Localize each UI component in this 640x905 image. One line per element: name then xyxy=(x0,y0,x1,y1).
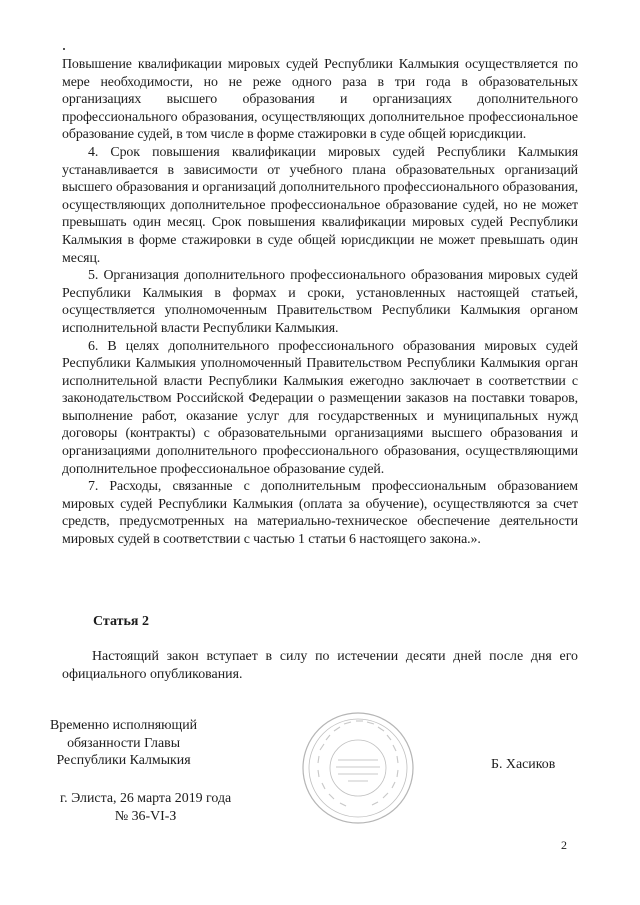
paragraph-4: 4. Срок повышения квалификации мировых судей Республики Калмыкия устанавливается в зависимости от учебного плана образовательных организаций высшего образования и организаций дополнительного профессионального образования, осуществляющих дополнительное профессиональное образование судей, но не может превышать один месяц. Срок повышения квалификации мировых судей Республики Калмыкия в форме стажировки в суде общей юрисдикции не может превышать один месяц. xyxy=(62,144,578,266)
paragraph-5: 5. Организация дополнительного профессионального образования мировых судей Республики Калмыкия в формах и сроки, установленных настоящей статьей, осуществляется уполномоченным Правительством Республики Калмыкия органом исполнительной власти Республики Калмыкия. xyxy=(62,268,578,336)
signer-block xyxy=(50,717,197,770)
paragraph-6: 6. В целях дополнительного профессионального образования мировых судей Республики Калмыкия уполномоченный Правительством Республики Калмыкия орган исполнительной власти Республики Калмыкия ежегодно заключает в соответствии с законодательством Российской Федерации о размещении заказов на поставки товаров, выполнение работ, оказание услуг для государственных и муниципальных нужд договоры (контракты) с образовательными организациями высшего образования и организациями дополнительного профессионального образования, осуществляющими дополнительное профессиональное образование судей. xyxy=(62,338,578,477)
law-number: № 36-VI-З xyxy=(114,808,177,824)
paragraph-7: 7. Расходы, связанные с дополнительным профессиональным образованием мировых судей Республики Калмыкия (оплата за обучение), осуществляются за счет средств, предусмотренных на материально-техническое обеспечение деятельности мировых судей в соответствии с частью 1 статьи 6 настоящего закона.». xyxy=(62,479,578,548)
final-text xyxy=(62,648,578,683)
place-date-block xyxy=(60,790,231,825)
signer-name: Б. Хасиков xyxy=(491,757,556,772)
signer-title-line-3: Республики Калмыкия xyxy=(56,753,191,769)
place-date-line: г. Элиста, 26 марта 2019 года xyxy=(60,791,232,806)
final-paragraph: Настоящий закон вступает в силу по истечении десяти дней после дня его официального опубликования. xyxy=(62,649,578,682)
official-stamp xyxy=(300,710,416,826)
paragraph-continuation: Повышение квалификации мировых судей Республики Калмыкия осуществляется по мере необходимости, но не реже одного раза в три года в образовательных организациях высшего образования и организациях дополнительного профессионального образования, осуществляющих дополнительное профессиональное образование судей, в том числе в форме стажировки в суде общей юрисдикции. xyxy=(62,57,578,143)
body-text xyxy=(62,56,578,549)
article-heading: Статья 2 xyxy=(93,614,149,629)
scan-speck xyxy=(63,48,65,50)
signer-title-line-1: Временно исполняющий xyxy=(50,718,198,733)
page-number: 2 xyxy=(561,838,567,852)
signer-title-line-2: обязанности Главы xyxy=(67,735,181,751)
